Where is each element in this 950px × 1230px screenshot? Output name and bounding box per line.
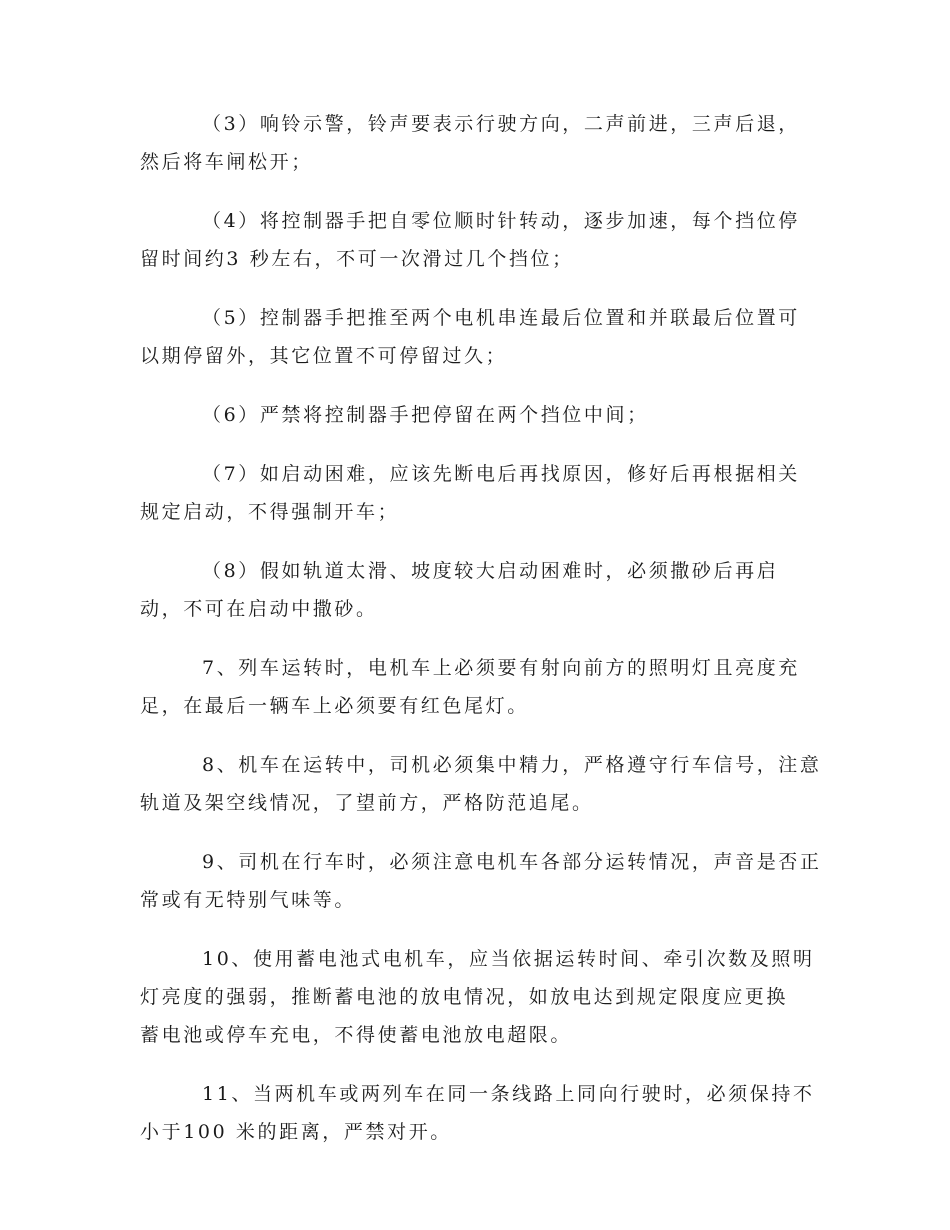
paragraph-line: 9、司机在行车时，必须注意电机车各部分运转情况，声音是否正 <box>202 851 822 873</box>
paragraph-line: 然后将车闸松开； <box>140 151 313 173</box>
paragraph-line: （5）控制器手把推至两个电机串连最后位置和并联最后位置可 <box>202 307 800 329</box>
paragraph-line: 足，在最后一辆车上必须要有红色尾灯。 <box>140 695 529 717</box>
paragraph-line: （3）响铃示警，铃声要表示行驶方向，二声前进，三声后退， <box>202 113 800 135</box>
document-body <box>140 105 822 1172</box>
paragraph-line: 10、使用蓄电池式电机车，应当依据运转时间、牵引次数及照明 <box>202 948 815 970</box>
paragraph-item-6 <box>140 396 810 434</box>
paragraph-item-8 <box>140 552 810 628</box>
paragraph-item-4 <box>140 202 810 278</box>
paragraph-line: （4）将控制器手把自零位顺时针转动，逐步加速，每个挡位停 <box>202 210 800 232</box>
paragraph-line: 留时间约3 秒左右，不可一次滑过几个挡位； <box>140 248 574 270</box>
paragraph-item-7 <box>140 455 810 531</box>
paragraph-line: 蓄电池或停车充电，不得使蓄电池放电超限。 <box>140 1024 573 1046</box>
paragraph-item-3 <box>140 105 810 181</box>
paragraph-line: 规定启动，不得强制开车； <box>140 501 400 523</box>
paragraph-rule-8 <box>140 746 822 822</box>
paragraph-line: （6）严禁将控制器手把停留在两个挡位中间； <box>202 404 649 426</box>
paragraph-line: （8）假如轨道太滑、坡度较大启动困难时，必须撒砂后再启 <box>202 560 779 582</box>
paragraph-line: 灯亮度的强弱，推断蓄电池的放电情况，如放电达到规定限度应更换 <box>140 986 789 1008</box>
paragraph-line: 8、机车在运转中，司机必须集中精力，严格遵守行车信号，注意 <box>202 754 822 776</box>
paragraph-rule-9 <box>140 843 822 919</box>
paragraph-line: 7、列车运转时，电机车上必须要有射向前方的照明灯且亮度充 <box>202 657 800 679</box>
paragraph-line: 轨道及架空线情况，了望前方，严格防范追尾。 <box>140 792 594 814</box>
paragraph-rule-7 <box>140 649 810 725</box>
paragraph-line: 11、当两机车或两列车在同一条线路上同向行驶时，必须保持不 <box>202 1083 815 1105</box>
paragraph-line: （7）如启动困难，应该先断电后再找原因，修好后再根据相关 <box>202 463 800 485</box>
paragraph-rule-11 <box>140 1075 815 1151</box>
paragraph-line: 动，不可在启动中撒砂。 <box>140 598 378 620</box>
paragraph-line: 以期停留外，其它位置不可停留过久； <box>140 345 508 367</box>
paragraph-line: 小于100 米的距离，严禁对开。 <box>140 1121 452 1143</box>
paragraph-item-5 <box>140 299 810 375</box>
paragraph-line: 常或有无特别气味等。 <box>140 889 357 911</box>
paragraph-rule-10 <box>140 940 815 1054</box>
